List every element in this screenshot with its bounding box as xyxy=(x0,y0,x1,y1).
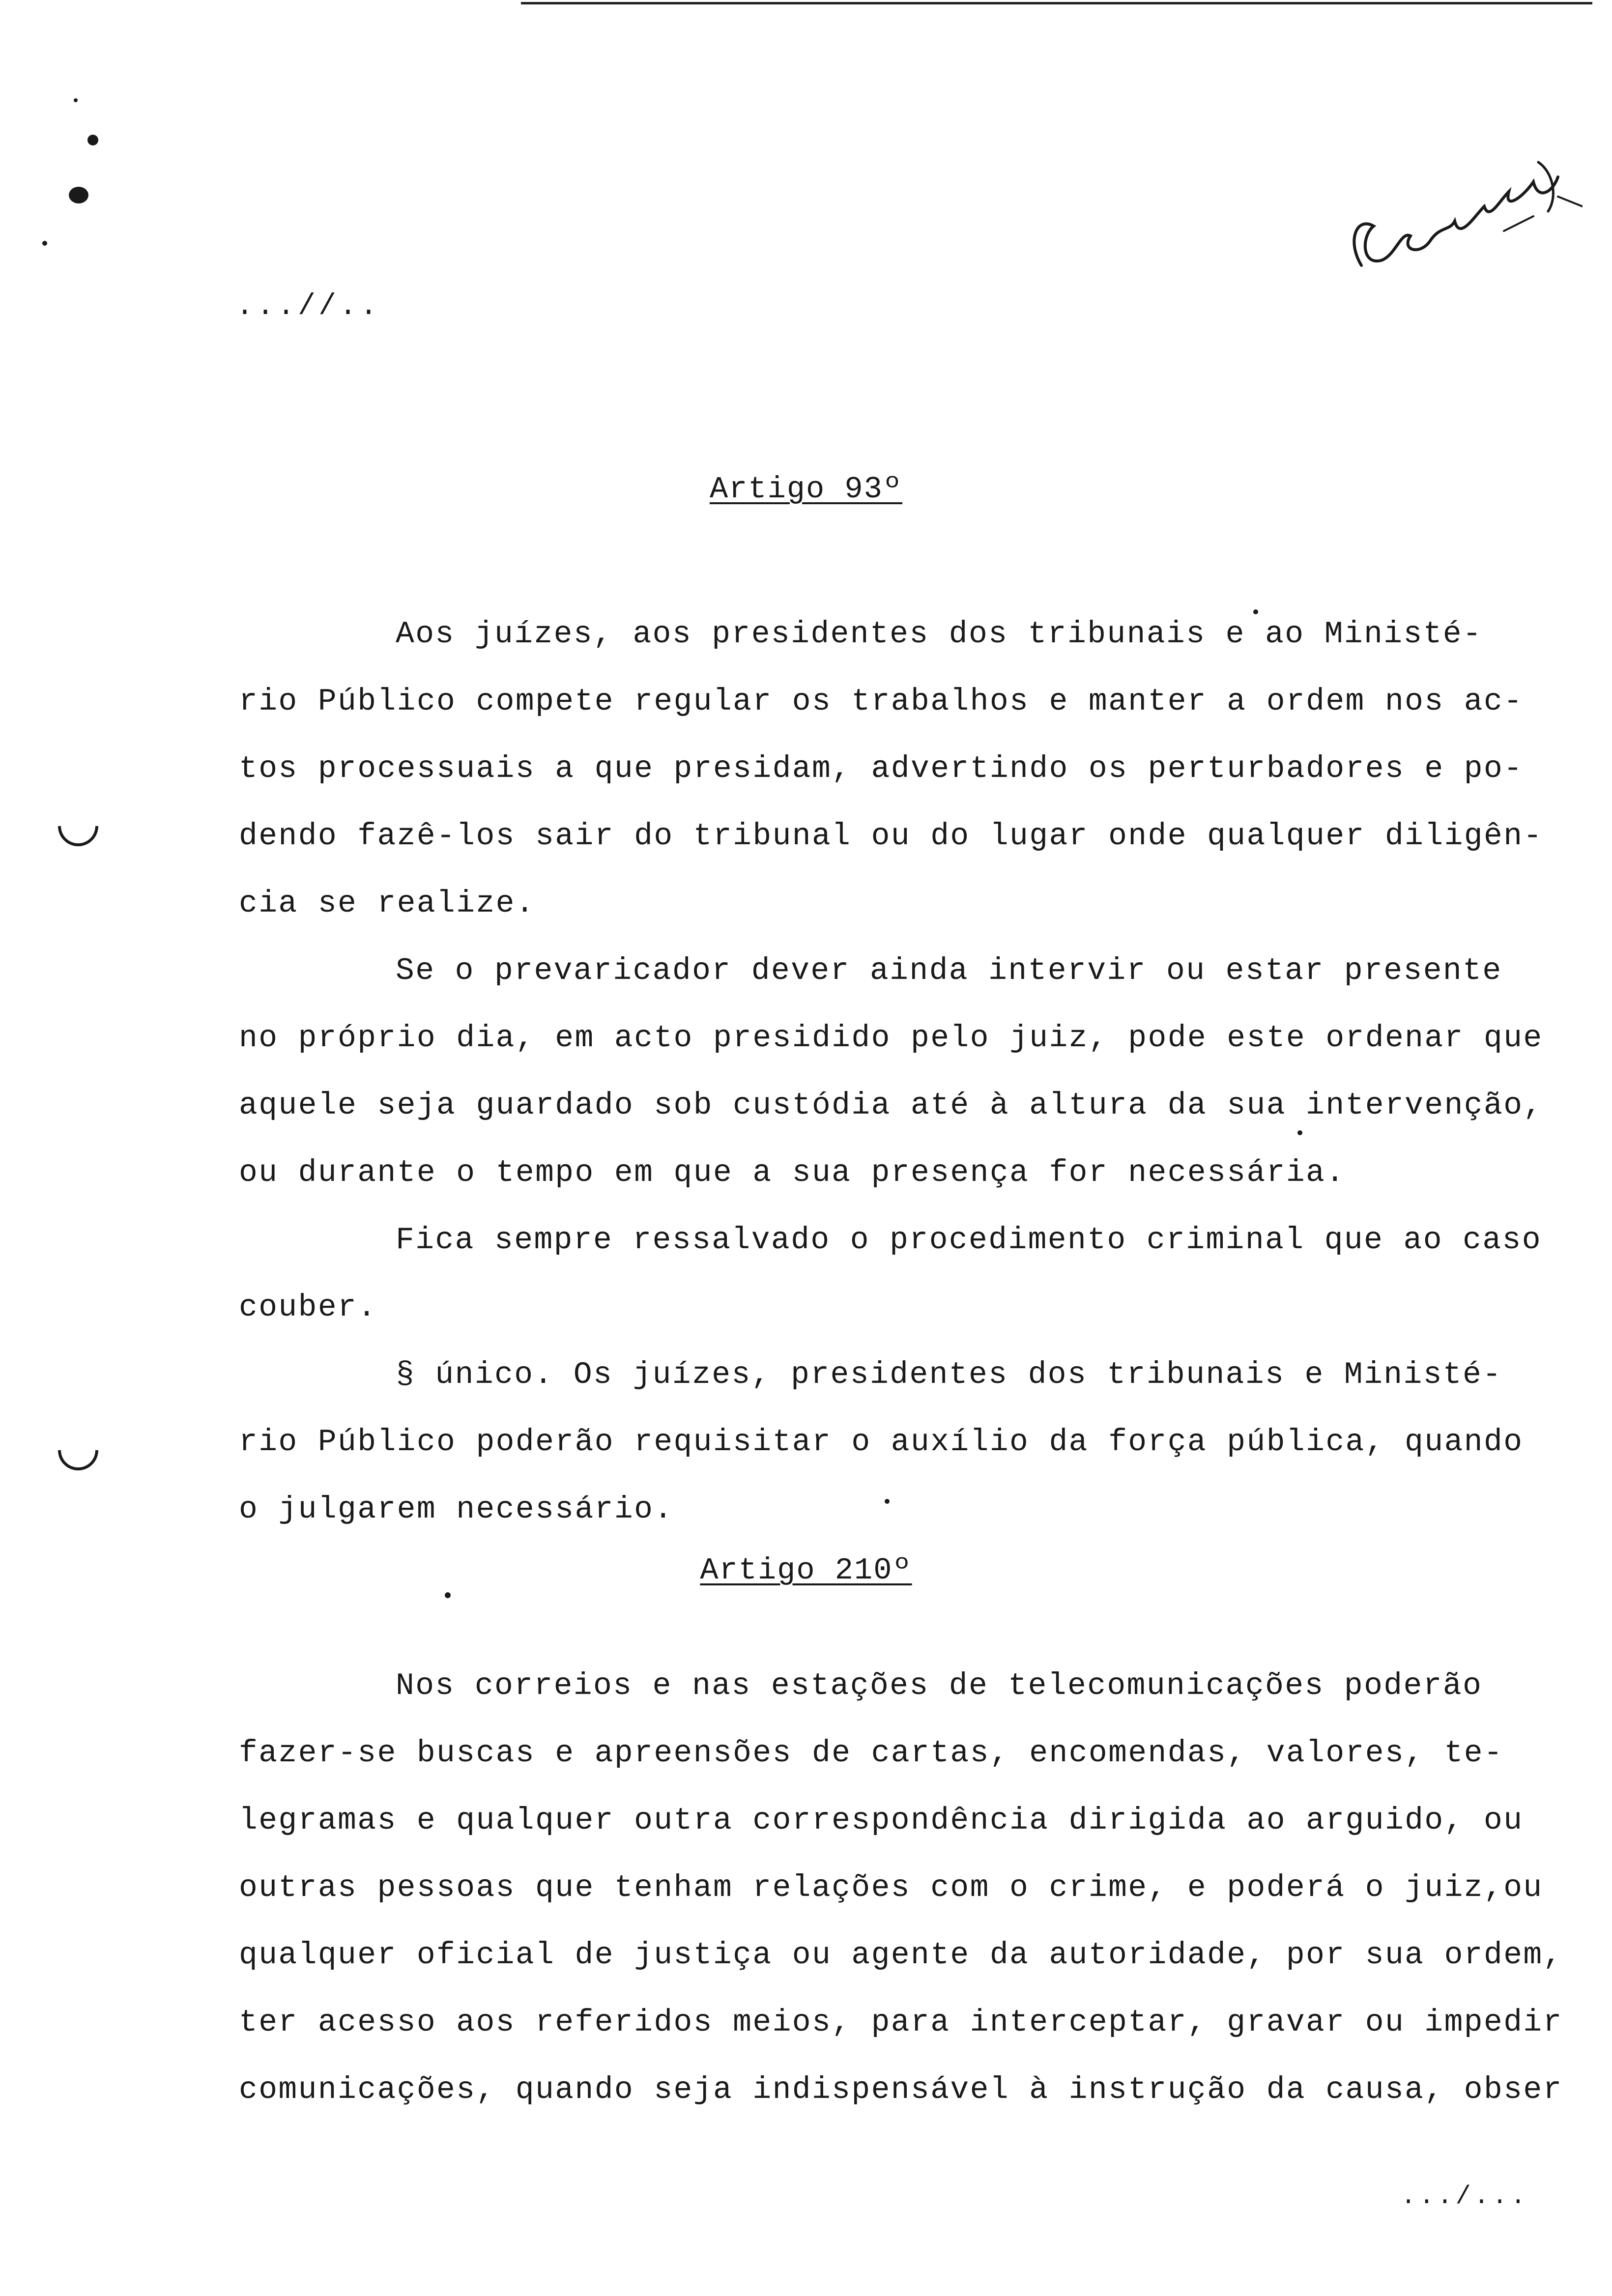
speck xyxy=(74,98,78,102)
text-line: outras pessoas que tenham relações com o crime, e poderá o juiz,ou xyxy=(239,1870,1543,1905)
speck xyxy=(1297,1130,1302,1135)
punch-hole-mark xyxy=(50,798,107,855)
binder-hole-mark xyxy=(69,187,88,203)
text-line: Se o prevaricador dever ainda intervir ou estar presente xyxy=(396,953,1502,988)
text-line: comunicações, quando seja indispensável à instrução da causa, obser xyxy=(239,2072,1563,2107)
text-line: dendo fazê-los sair do tribunal ou do lugar onde qualquer diligên- xyxy=(239,819,1543,854)
continuation-mark-bottom: .../... xyxy=(1401,2182,1529,2211)
article-210-heading xyxy=(0,1553,1612,1588)
text-line: o julgarem necessário. xyxy=(239,1492,674,1527)
text-line: couber. xyxy=(239,1290,377,1325)
text-line: no próprio dia, em acto presidido pelo juiz, pode este ordenar que xyxy=(239,1021,1543,1056)
handwritten-signature-icon xyxy=(1327,143,1583,305)
text-line: fazer-se buscas e apreensões de cartas, encomendas, valores, te- xyxy=(239,1736,1504,1771)
top-edge-line xyxy=(521,2,1592,4)
text-line: ou durante o tempo em que a sua presença for necessária. xyxy=(239,1155,1346,1190)
speck xyxy=(1253,609,1258,614)
continuation-mark-top: ...//.. xyxy=(236,290,381,323)
article-93-heading-text: Artigo 93º xyxy=(709,472,903,507)
text-line: qualquer oficial de justiça ou agente da autoridade, por sua ordem, xyxy=(239,1938,1563,1973)
text-line: Aos juízes, aos presidentes dos tribunais e ao Ministé- xyxy=(396,617,1483,652)
text-line: rio Público compete regular os trabalhos e manter a ordem nos ac- xyxy=(239,684,1524,719)
text-line: rio Público poderão requisitar o auxílio da força pública, quando xyxy=(239,1425,1524,1460)
speck xyxy=(445,1592,451,1598)
text-line: legramas e qualquer outra correspondência dirigida ao arguido, ou xyxy=(239,1803,1524,1838)
text-line: aquele seja guardado sob custódia até à altura da sua intervenção, xyxy=(239,1088,1543,1123)
text-line: Nos correios e nas estações de telecomunicações poderão xyxy=(396,1668,1483,1703)
text-line: Fica sempre ressalvado o procedimento criminal que ao caso xyxy=(396,1223,1542,1258)
text-line: ter acesso aos referidos meios, para interceptar, gravar ou impedir xyxy=(239,2005,1563,2040)
text-line: cia se realize. xyxy=(239,886,536,921)
text-line: § único. Os juízes, presidentes dos tribunais e Ministé- xyxy=(396,1357,1502,1392)
text-line: tos processuais a que presidam, advertindo os perturbadores e po- xyxy=(239,751,1524,786)
speck xyxy=(42,241,47,246)
punch-hole-mark xyxy=(50,1422,107,1479)
binder-hole-mark xyxy=(87,135,98,145)
article-93-heading xyxy=(0,472,1612,507)
article-210-heading-text: Artigo 210º xyxy=(700,1553,912,1588)
